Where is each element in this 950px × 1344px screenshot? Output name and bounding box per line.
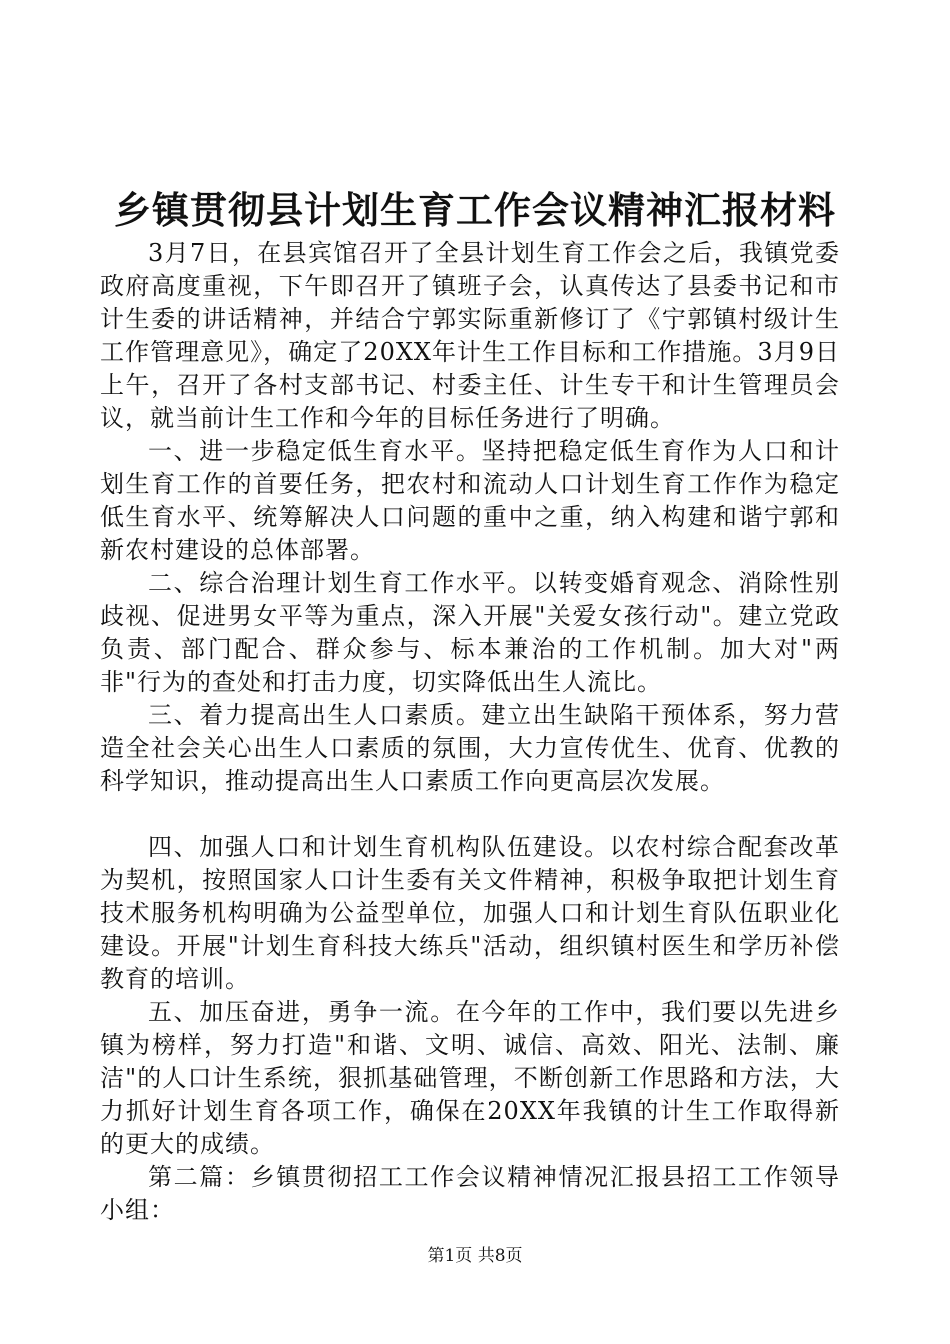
- document-title: 乡镇贯彻县计划生育工作会议精神汇报材料: [114, 188, 836, 232]
- paragraph-point-3: 三、着力提高出生人口素质。建立出生缺陷干预体系，努力营造全社会关心出生人口素质的氛围，大力宣传优生、优育、优教的科学知识，推动提高出生人口素质工作向更高层次发展。: [100, 701, 840, 795]
- paragraph-point-4: 四、加强人口和计划生育机构队伍建设。以农村综合配套改革为契机，按照国家人口计生委有关文件精神，积极争取把计划生育技术服务机构明确为公益型单位，加强人口和计划生育队伍职业化建设。开展"计划生育科技大练兵"活动，组织镇村医生和学历补偿教育的培训。: [100, 833, 840, 993]
- document-body: [100, 237, 840, 1227]
- paragraph-intro: 3月7日，在县宾馆召开了全县计划生育工作会之后，我镇党委政府高度重视，下午即召开了镇班子会，认真传达了县委书记和市计生委的讲话精神，并结合宁郭实际重新修订了《宁郭镇村级计生工作管理意见》，确定了20XX年计生工作目标和工作措施。3月9日上午，召开了各村支部书记、村委主任、计生专干和计生管理员会议，就当前计生工作和今年的目标任务进行了明确。: [100, 239, 840, 432]
- page-number: 第1页 共8页: [427, 1246, 523, 1266]
- paragraph-second-article: 第二篇：乡镇贯彻招工工作会议精神情况汇报县招工工作领导小组：: [100, 1163, 840, 1224]
- paragraph-point-5: 五、加压奋进，勇争一流。在今年的工作中，我们要以先进乡镇为榜样，努力打造"和谐、文明、诚信、高效、阳光、法制、廉洁"的人口计生系统，狠抓基础管理，不断创新工作思路和方法，大力抓好计划生育各项工作，确保在20XX年我镇的计生工作取得新的更大的成绩。: [100, 998, 840, 1158]
- paragraph-point-1: 一、进一步稳定低生育水平。坚持把稳定低生育作为人口和计划生育工作的首要任务，把农村和流动人口计划生育工作作为稳定低生育水平、统筹解决人口问题的重中之重，纳入构建和谐宁郭和新农村建设的总体部署。: [100, 437, 840, 564]
- paragraph-point-2: 二、综合治理计划生育工作水平。以转变婚育观念、消除性别歧视、促进男女平等为重点，深入开展"关爱女孩行动"。建立党政负责、部门配合、群众参与、标本兼治的工作机制。加大对"两非"行为的查处和打击力度，切实降低出生人流比。: [100, 569, 840, 696]
